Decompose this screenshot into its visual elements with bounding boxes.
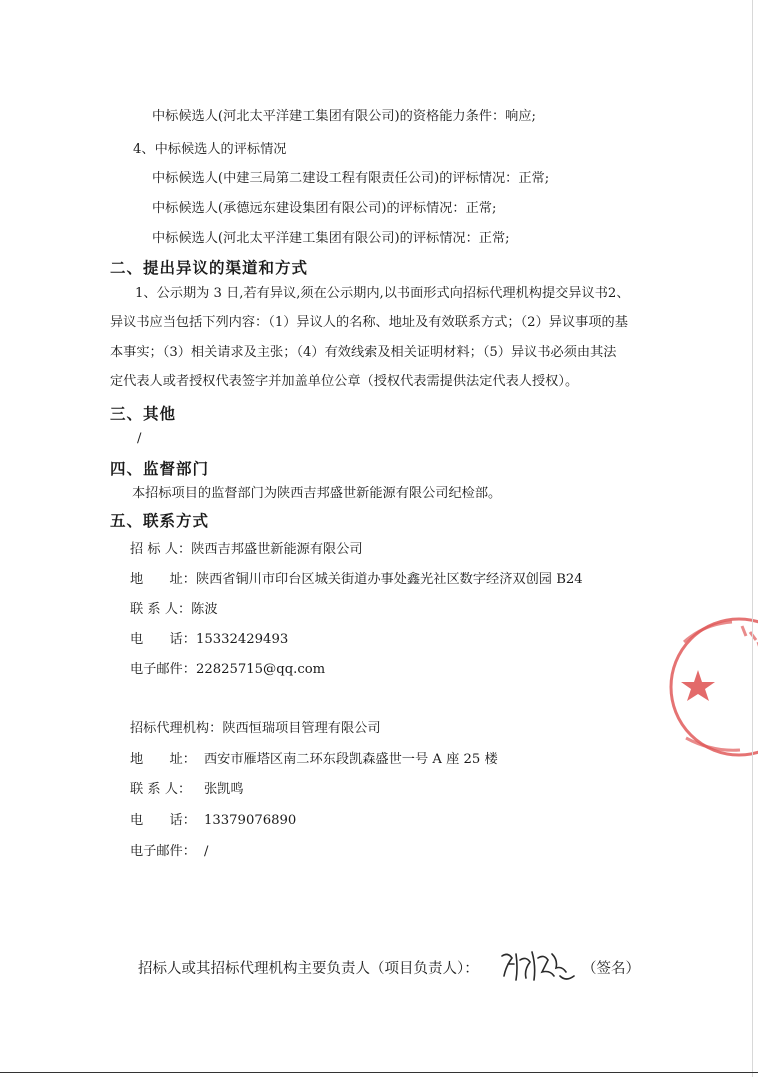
- section-2-line-2: 异议书应当包括下列内容：（1）异议人的名称、地址及有效联系方式；（2）异议事项的基: [110, 315, 628, 330]
- agency-email: /: [204, 844, 209, 859]
- section-3-heading: 三、其他: [110, 404, 177, 423]
- agency-address-label: 地 址：: [130, 752, 196, 767]
- agency-contact: 张凯鸣: [204, 782, 244, 797]
- agency-name-row: [130, 720, 381, 738]
- qualification-line-3: 中标候选人(河北太平洋建工集团有限公司)的资格能力条件：响应;: [152, 109, 536, 124]
- signature-suffix: （签名）: [582, 961, 640, 977]
- tenderer-address-label: 地 址：: [130, 572, 196, 587]
- agency-name-label: 招标代理机构：: [130, 721, 223, 736]
- evaluation-heading: 4、中标候选人的评标情况: [133, 142, 287, 157]
- tenderer-phone-row: [130, 631, 288, 649]
- tenderer-email: 22825715@qq.com: [195, 662, 326, 677]
- agency-phone-label: 电 话：: [130, 813, 196, 828]
- page-edge-bottom: [0, 1072, 758, 1073]
- page-edge-right: [752, 0, 753, 1077]
- agency-name: 陕西恒瑞项目管理有限公司: [222, 721, 381, 736]
- tenderer-contact-label: 联 系 人：: [130, 602, 192, 617]
- official-seal: [664, 612, 758, 762]
- agency-contact-row: [130, 781, 244, 799]
- tenderer-address-row: [130, 571, 583, 589]
- tenderer-phone: 15332429493: [195, 632, 289, 647]
- evaluation-line-1: 中标候选人(中建三局第二建设工程有限责任公司)的评标情况：正常;: [152, 171, 550, 186]
- tenderer-phone-label: 电 话：: [130, 632, 196, 647]
- agency-address-row: [130, 751, 498, 769]
- evaluation-line-3: 中标候选人(河北太平洋建工集团有限公司)的评标情况：正常;: [152, 231, 510, 246]
- tenderer-email-label: 电子邮件：: [130, 662, 196, 677]
- agency-email-label: 电子邮件：: [130, 844, 196, 859]
- tenderer-name-label: 招 标 人：: [130, 542, 192, 557]
- signature-prefix: 招标人或其招标代理机构主要负责人（项目负责人）：: [138, 961, 479, 977]
- agency-email-row: [130, 843, 208, 861]
- tenderer-name-row: [130, 541, 363, 559]
- section-4-heading: 四、监督部门: [110, 459, 210, 478]
- section-2-line-4: 定代表人或者授权代表签字并加盖单位公章（授权代表需提供法定代表人授权）。: [110, 374, 579, 389]
- agency-contact-label: 联 系 人：: [130, 782, 192, 797]
- section-3-content: /: [137, 431, 142, 446]
- tenderer-address: 陕西省铜川市印台区城关街道办事处鑫光社区数字经济双创园 B24: [195, 572, 583, 587]
- agency-address: 西安市雁塔区南二环东段凯森盛世一号 A 座 25 楼: [204, 752, 498, 767]
- agency-phone: 13379076890: [204, 813, 297, 828]
- tenderer-contact: 陈波: [191, 602, 218, 617]
- section-2-heading: 二、提出异议的渠道和方式: [110, 258, 309, 277]
- section-4-content: 本招标项目的监督部门为陕西吉邦盛世新能源有限公司纪检部。: [132, 486, 502, 501]
- section-2-line-1: 1、公示期为 3 日,若有异议,须在公示期内,以书面形式向招标代理机构提交异议书2、: [135, 286, 630, 301]
- tenderer-name: 陕西吉邦盛世新能源有限公司: [191, 542, 363, 557]
- section-5-heading: 五、联系方式: [110, 511, 210, 530]
- agency-phone-row: [130, 812, 296, 830]
- handwritten-signature: [496, 946, 580, 986]
- tenderer-contact-row: [130, 601, 218, 619]
- tenderer-email-row: [130, 661, 325, 679]
- evaluation-line-2: 中标候选人(承德远东建设集团有限公司)的评标情况：正常;: [152, 201, 497, 216]
- section-2-line-3: 本事实；（3）相关请求及主张；（4）有效线索及相关证明材料；（5）异议书必须由其法: [110, 345, 617, 360]
